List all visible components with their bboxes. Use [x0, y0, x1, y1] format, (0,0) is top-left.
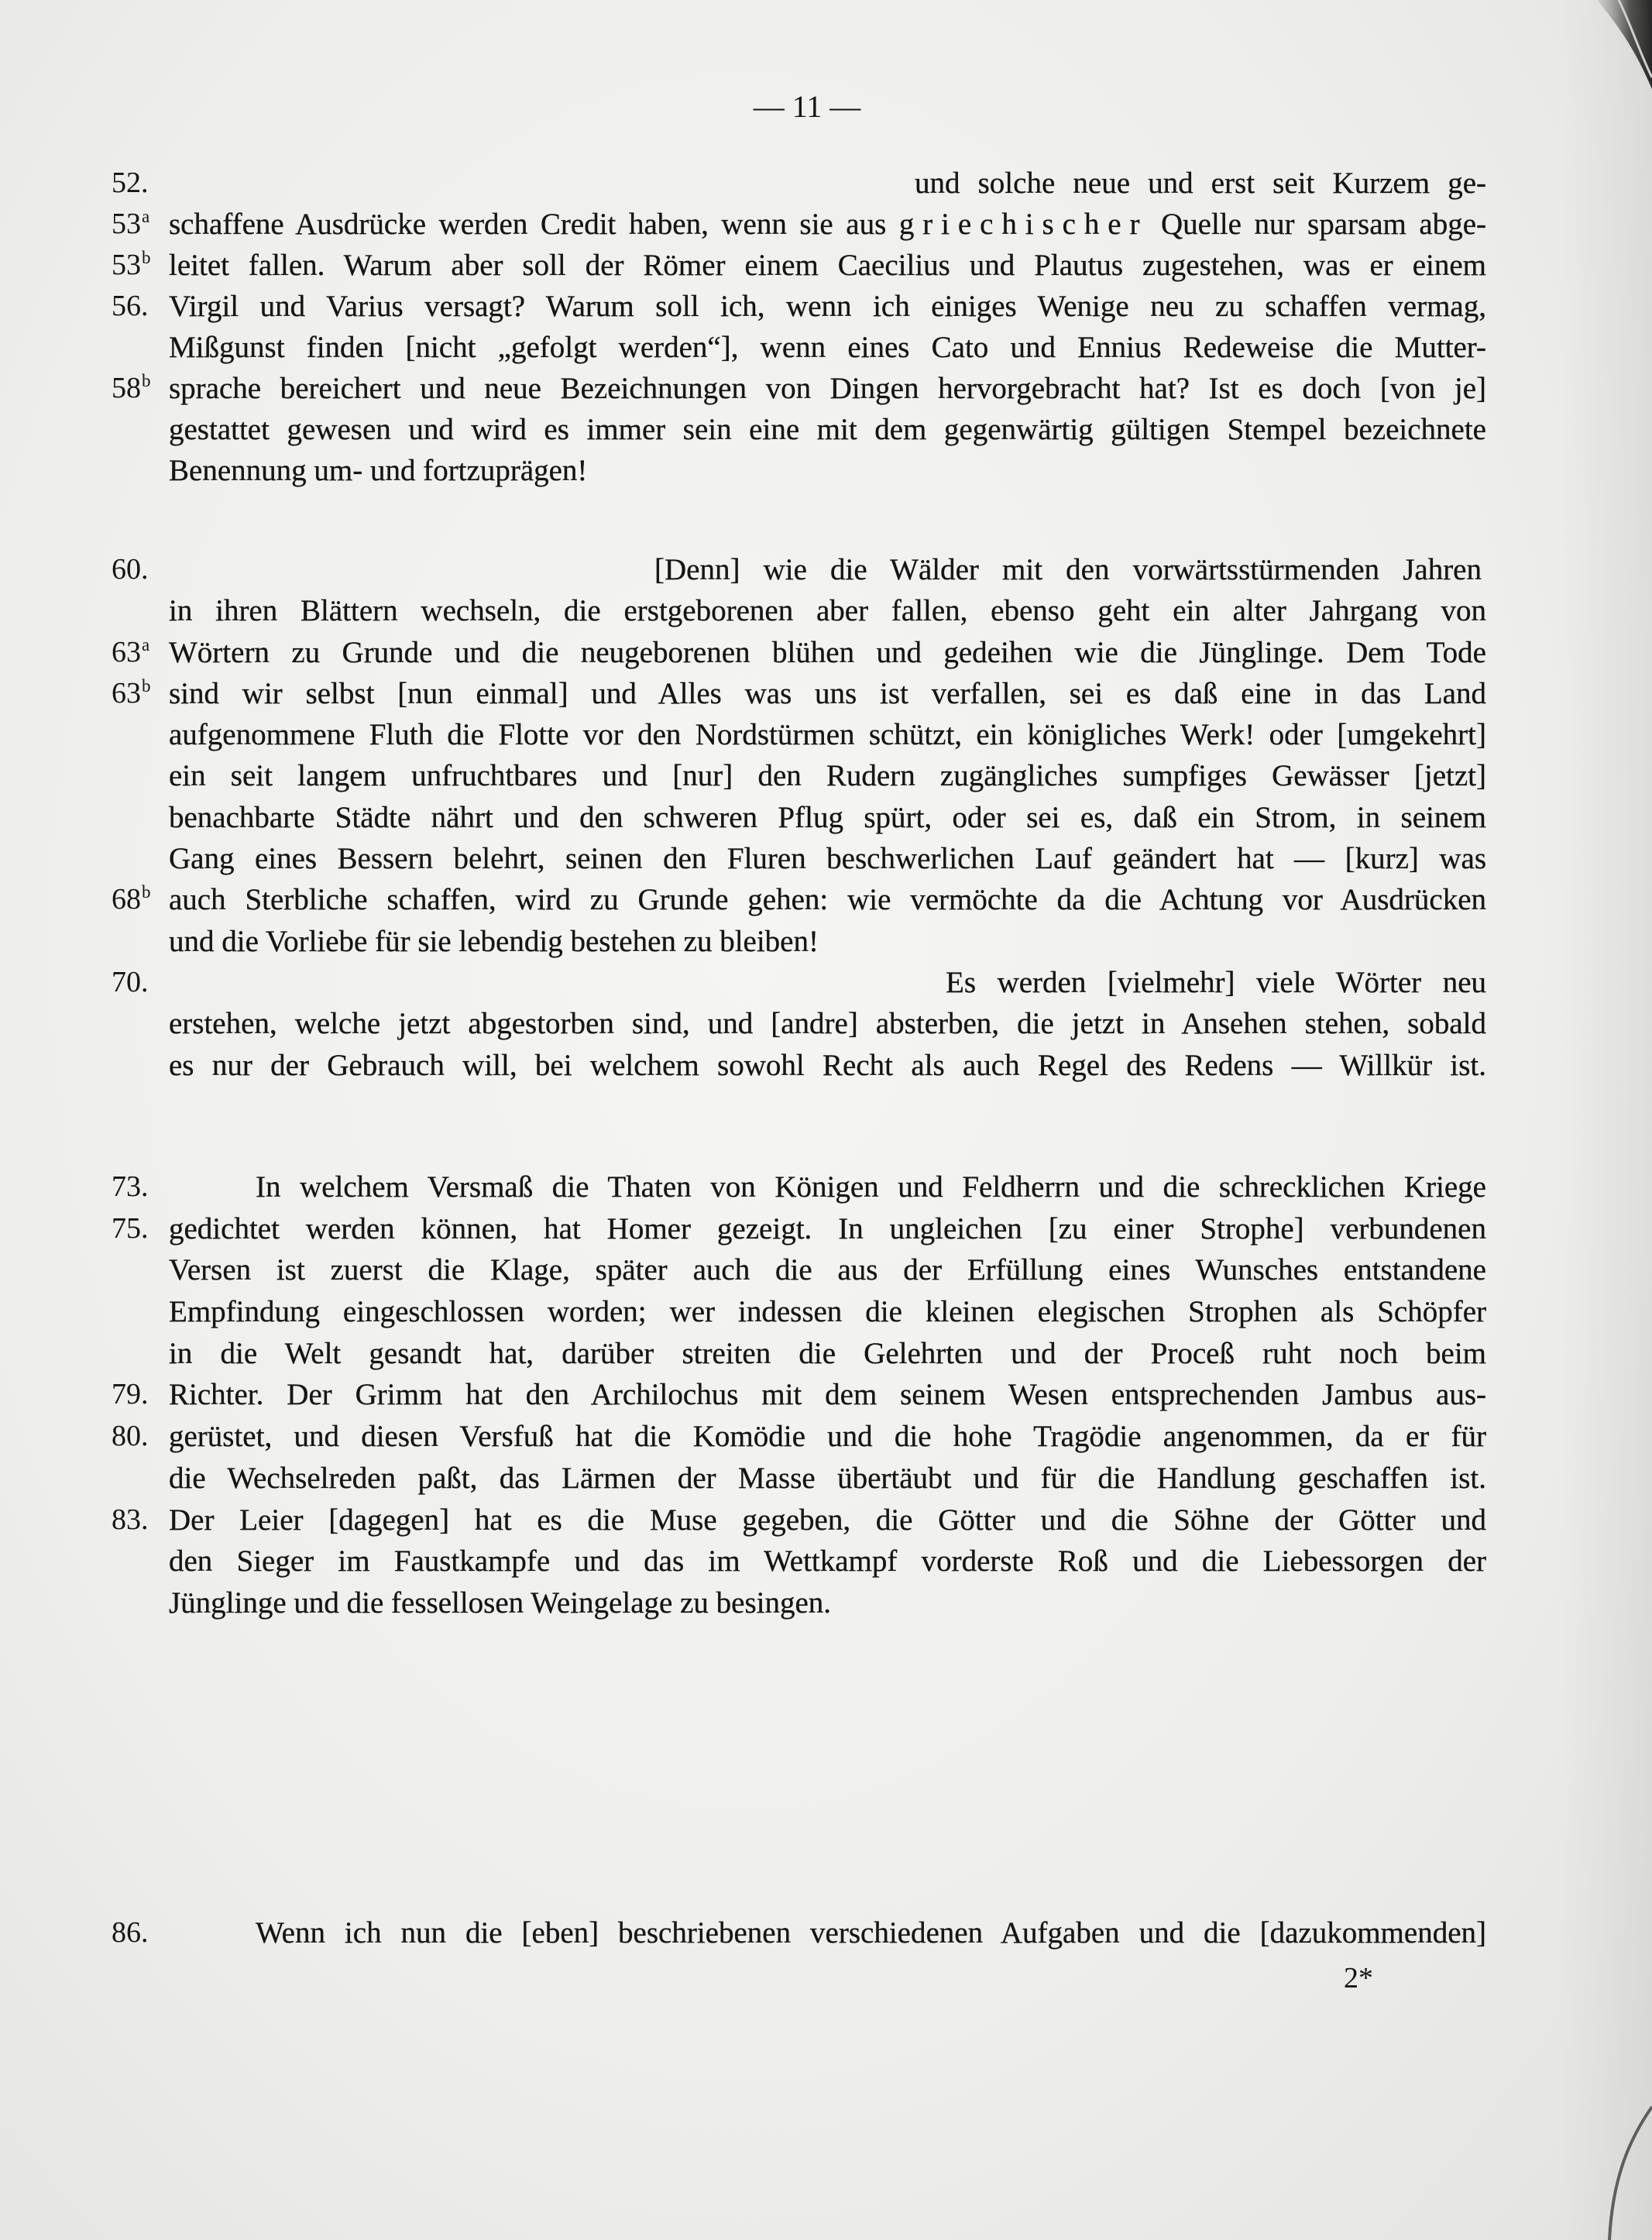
text-line [0, 1374, 1652, 1416]
text-line [0, 632, 1652, 673]
text-line [0, 797, 1652, 838]
line-text: Virgil und Varius versagt? Warum soll ich, wenn ich einiges Wenige neu zu schaffen vermag, [169, 290, 1486, 323]
line-text: Gang eines Bessern belehrt, seinen den Fluren beschwerlichen Lauf geändert hat — [kurz] was [169, 842, 1486, 876]
verse-number: 56. [112, 290, 149, 322]
paragraph [0, 163, 1652, 491]
line-text: gerüstet, und diesen Versfuß hat die Komödie und die hohe Tragödie angenommen, da er für [169, 1420, 1486, 1454]
line-text: Empfindung eingeschlossen worden; wer indessen die kleinen elegischen Strophen als Schöpfer [169, 1295, 1486, 1329]
verse-number [112, 204, 149, 245]
verse-number-suffix: b [142, 675, 151, 696]
verse-number [112, 673, 151, 714]
line-text: leitet fallen. Warum aber soll der Römer einem Caecilius und Plautus zugestehen, was er einem [169, 249, 1486, 282]
text-line [0, 962, 1652, 1003]
verse-number: 83. [112, 1503, 149, 1536]
line-text: Es werden [vielmehr] viele Wörter neu [946, 965, 1486, 999]
verse-number-suffix: b [142, 371, 151, 390]
text-line [0, 163, 1652, 204]
line-text: sind wir selbst [nun einmal] und Alles was uns ist verfallen, sei es daß eine in das Land [169, 676, 1486, 710]
text-line [0, 286, 1652, 327]
line-text: Benennung um- und fortzuprägen! [169, 454, 588, 487]
verse-number-value: 53 [112, 208, 141, 240]
line-text: Der Leier [dagegen] hat es die Muse gegeben, die Götter und die Söhne der Götter und [169, 1503, 1486, 1537]
verse-number-suffix: b [142, 248, 151, 267]
paragraph [0, 1912, 1652, 1953]
verse-number-suffix: b [142, 882, 151, 902]
verse-number: 86. [112, 1916, 149, 1949]
verse-number-value: 58 [112, 372, 141, 404]
emphasized-word: griechischer [898, 208, 1149, 241]
paragraph [0, 1166, 1652, 1624]
verse-number: 73. [112, 1170, 149, 1203]
line-text: und solche neue und erst seit Kurzem ge- [915, 167, 1486, 200]
line-text: [Denn] wie die Wälder mit den vorwärtsstürmenden Jahren [654, 553, 1482, 586]
verse-number: 52. [112, 167, 149, 199]
line-text: in ihren Blättern wechseln, die erstgeborenen aber fallen, ebenso geht ein alter Jahrgang von [169, 594, 1486, 628]
text-line [0, 1166, 1652, 1208]
line-text: In welchem Versmaß die Thaten von Königen und Feldherrn und die schrecklichen Kriege [256, 1170, 1486, 1204]
text-line [0, 714, 1652, 755]
verse-number-value: 68 [112, 883, 141, 916]
text-line [0, 590, 1652, 631]
line-text: aufgenommene Fluth die Flotte vor den Nordstürmen schützt, ein königliches Werk! oder [umgekehrt] [169, 718, 1486, 752]
text-line [0, 1500, 1652, 1541]
text-line [0, 838, 1652, 879]
text-line [0, 245, 1652, 286]
line-text: Wenn ich nun die [eben] beschriebenen verschiedenen Aufgaben und die [dazukommenden] [256, 1916, 1486, 1950]
line-text: gestattet gewesen und wird es immer sein eine mit dem gegenwärtig gültigen Stempel bezeichnete [169, 413, 1486, 446]
text-line [0, 1912, 1652, 1953]
text-line [0, 1541, 1652, 1582]
verse-number-suffix: a [142, 207, 150, 226]
line-text: benachbarte Städte nährt und den schweren Pflug spürt, oder sei es, daß ein Strom, in seinem [169, 800, 1486, 834]
verse-number: 70. [112, 965, 149, 998]
signature-mark: 2* [1344, 1962, 1373, 1994]
verse-number [112, 368, 151, 409]
line-text: den Sieger im Faustkampfe und das im Wettkampf vorderste Roß und die Liebessorgen der [169, 1544, 1486, 1579]
text-line [0, 450, 1652, 491]
verse-number-value: 63 [112, 635, 141, 668]
verse-number: 80. [112, 1420, 149, 1453]
text-line [0, 1458, 1652, 1500]
line-text: Mißgunst finden [nicht „gefolgt werden“], wenn eines Cato und Ennius Redeweise die Mutter- [169, 331, 1486, 364]
line-text: Versen ist zuerst die Klage, später auch die aus der Erfüllung eines Wunsches entstandene [169, 1253, 1486, 1287]
verse-number: 60. [112, 553, 149, 586]
text-line [0, 1208, 1652, 1250]
text-line [0, 327, 1652, 368]
text-line [0, 1582, 1652, 1624]
text-line [0, 1003, 1652, 1044]
verse-number-value: 63 [112, 676, 141, 709]
text-line [0, 879, 1652, 920]
verse-number-suffix: a [142, 634, 150, 654]
text-line [0, 204, 1652, 245]
verse-number-value: 53 [112, 249, 141, 281]
line-text: gedichtet werden können, hat Homer gezeigt. In ungleichen [zu einer Strophe] verbundenen [169, 1211, 1486, 1245]
line-text: Richter. Der Grimm hat den Archilochus mit dem seinem Wesen entsprechenden Jambus aus- [169, 1378, 1486, 1412]
text-line [0, 1045, 1652, 1086]
text-line [0, 1333, 1652, 1375]
verse-number: 79. [112, 1378, 149, 1411]
line-text [169, 204, 1486, 245]
line-text: die Wechselreden paßt, das Lärmen der Masse übertäubt und für die Handlung geschaffen ist. [169, 1461, 1486, 1495]
verse-number: 75. [112, 1211, 149, 1245]
line-text: Jünglinge und die fessellosen Weingelage zu besingen. [169, 1586, 832, 1620]
line-text-segment: Quelle nur sparsam abge- [1161, 208, 1487, 241]
line-text: erstehen, welche jetzt abgestorben sind, und [andre] absterben, die jetzt in Ansehen stehen, sobald [169, 1007, 1486, 1041]
verse-number [112, 632, 149, 673]
text-line [0, 409, 1652, 450]
text-line [0, 368, 1652, 409]
text-line [0, 549, 1652, 590]
line-text: und die Vorliebe für sie lebendig bestehen zu bleiben! [169, 924, 819, 958]
line-text: Wörtern zu Grunde und die neugeborenen blühen und gedeihen wie die Jünglinge. Dem Tode [169, 635, 1486, 669]
line-text: es nur der Gebrauch will, bei welchem sowohl Recht als auch Regel des Redens — Willkür ist. [169, 1048, 1486, 1082]
page-number-header: — 11 — [753, 89, 861, 124]
text-line [0, 1291, 1652, 1333]
text-line [0, 755, 1652, 796]
line-text: sprache bereichert und neue Bezeichnungen von Dingen hervorgebracht hat? Ist es doch [von je] [169, 372, 1486, 405]
paragraph [0, 549, 1652, 1086]
text-line [0, 673, 1652, 714]
line-text: ein seit langem unfruchtbares und [nur] den Rudern zugängliches sumpfiges Gewässer [jetzt] [169, 759, 1486, 793]
line-text: auch Sterbliche schaffen, wird zu Grunde gehen: wie vermöchte da die Achtung vor Ausdrücken [169, 883, 1486, 917]
verse-number [112, 245, 151, 286]
text-line [0, 1416, 1652, 1458]
verse-number [112, 879, 151, 920]
text-line [0, 921, 1652, 962]
line-text-segment: schaffene Ausdrücke werden Credit haben, wenn sie aus [169, 208, 887, 241]
line-text: in die Welt gesandt hat, darüber streiten die Gelehrten und der Proceß ruht noch beim [169, 1336, 1486, 1370]
text-line [0, 1249, 1652, 1291]
